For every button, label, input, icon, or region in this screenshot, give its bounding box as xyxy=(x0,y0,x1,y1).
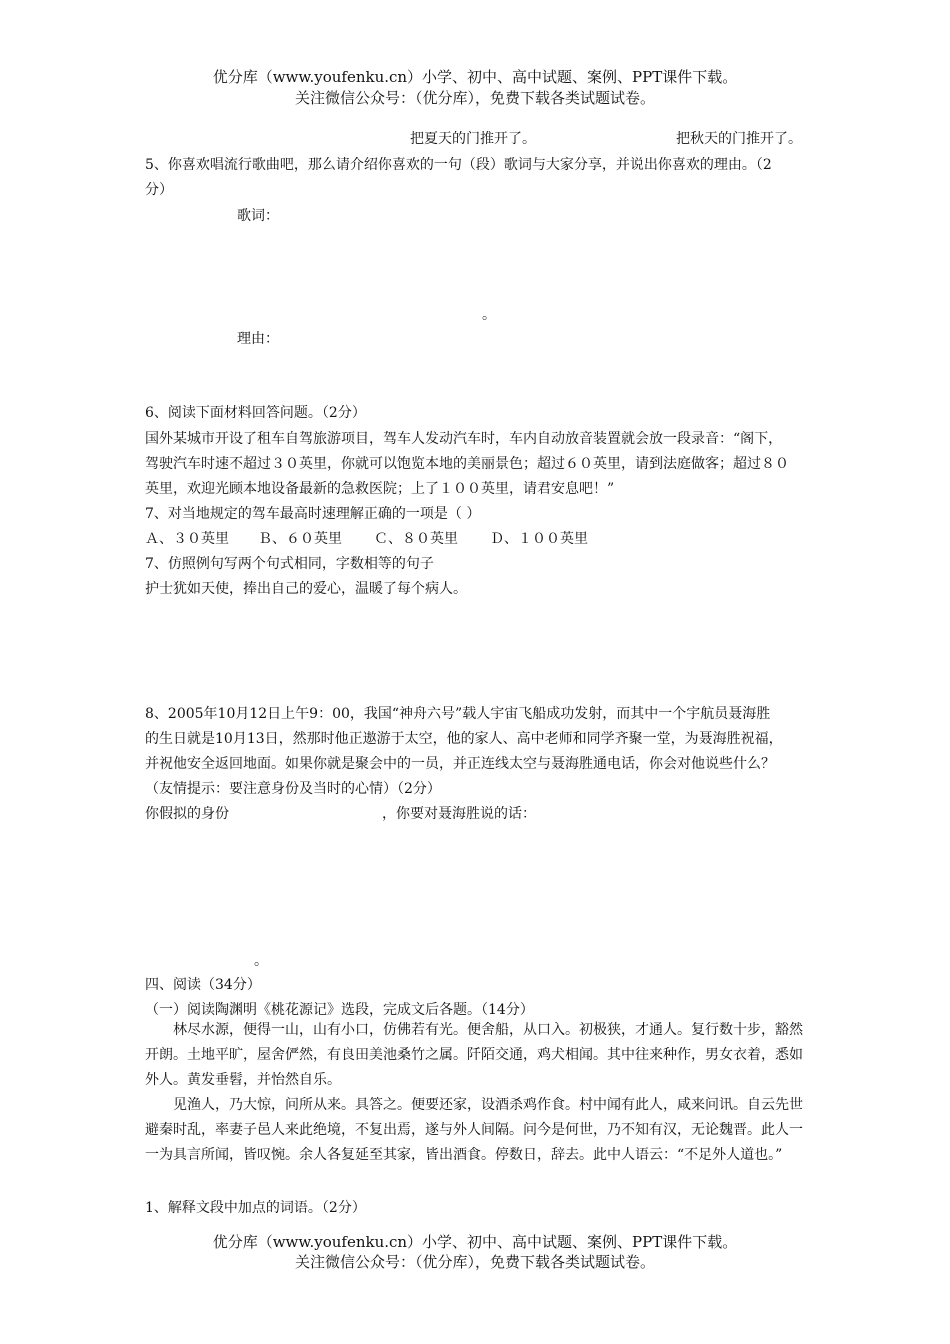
q5-reason-label: 理由： xyxy=(237,331,279,347)
q7-option-d: Ｄ、１００英里 xyxy=(490,531,588,547)
q6-passage-line-3: 英里，欢迎光顾本地设备最新的急救医院；上了１００英里，请君安息吧！” xyxy=(145,481,615,497)
q7b-title: 7、仿照例句写两个句式相同，字数相等的句子 xyxy=(145,556,434,572)
q7-question: 7、对当地规定的驾车最高时速理解正确的一项是（ ） xyxy=(145,506,481,522)
q8-say-label: ，你要对聂海胜说的话： xyxy=(382,806,536,822)
section4-q1: 1、解释文段中加点的词语。（2分） xyxy=(145,1200,366,1216)
q7-option-b: Ｂ、６０英里 xyxy=(258,531,342,547)
q8-line-2: 的生日就是10月13日，然那时他正遨游于太空，他的家人、高中老师和同学齐聚一堂，为聂海胜祝福， xyxy=(145,731,783,747)
section4-subtitle: （一）阅读陶渊明《桃花源记》选段，完成文后各题。（14分） xyxy=(145,1002,534,1018)
q8-period: 。 xyxy=(254,953,268,969)
q7-option-a: Ａ、３０英里 xyxy=(145,531,229,547)
q6-title: 6、阅读下面材料回答问题。（2分） xyxy=(145,405,366,421)
passage-paragraph-1-text: 林尽水源，便得一山，山有小口，仿佛若有光。便舍船，从口入。初极狭，才通人。复行数十步，豁然开朗。土地平旷，屋舍俨然，有良田美池桑竹之属。阡陌交通，鸡犬相闻。其中往来种作，男女衣着，悉如外人。黄发垂髫，并怡然自乐。 xyxy=(145,1022,803,1088)
q5-line-2: 分） xyxy=(145,182,173,198)
top-phrase-autumn: 把秋天的门推开了。 xyxy=(676,131,802,147)
q8-line-1: 8、2005年10月12日上午9：00，我国“神舟六号”载人宇宙飞船成功发射，而其中一个宇航员聂海胜 xyxy=(145,706,771,722)
passage-paragraph-1 xyxy=(145,1018,805,1093)
header-line-2: 关注微信公众号：（优分库），免费下载各类试题试卷。 xyxy=(294,89,655,107)
q7b-example: 护士犹如天使，捧出自己的爱心，温暖了每个病人。 xyxy=(145,581,467,597)
q5-period: 。 xyxy=(482,307,496,323)
q5-line-1: 5、你喜欢唱流行歌曲吧，那么请介绍你喜欢的一句（段）歌词与大家分享，并说出你喜欢的理由。（2 xyxy=(145,157,772,173)
footer-line-2: 关注微信公众号：（优分库），免费下载各类试题试卷。 xyxy=(294,1253,655,1271)
q8-identity-label: 你假拟的身份 xyxy=(145,806,229,822)
header-line-1: 优分库（www.youfenku.cn）小学、初中、高中试题、案例、PPT课件下载。 xyxy=(212,68,738,86)
footer-line-1: 优分库（www.youfenku.cn）小学、初中、高中试题、案例、PPT课件下载。 xyxy=(212,1233,738,1251)
section4-title: 四、阅读（34分） xyxy=(145,977,261,993)
q6-passage-line-1: 国外某城市开设了租车自驾旅游项目，驾车人发动汽车时，车内自动放音装置就会放一段录音：“阁下， xyxy=(145,431,783,447)
q6-passage-line-2: 驾驶汽车时速不超过３０英里，你就可以饱览本地的美丽景色；超过６０英里，请到法庭做客；超过８０ xyxy=(145,456,789,472)
q8-line-4: （友情提示：要注意身份及当时的心情）（2分） xyxy=(145,781,441,797)
passage-paragraph-2 xyxy=(145,1093,805,1168)
q5-lyrics-label: 歌词： xyxy=(237,208,279,224)
q8-line-3: 并祝他安全返回地面。如果你就是聚会中的一员，并正连线太空与聂海胜通电话，你会对他说些什么？ xyxy=(145,756,775,772)
q7-option-c: Ｃ、８０英里 xyxy=(374,531,458,547)
passage-paragraph-2-text: 见渔人，乃大惊，问所从来。具答之。便要还家，设酒杀鸡作食。村中闻有此人，咸来问讯。自云先世避秦时乱，率妻子邑人来此绝境，不复出焉，遂与外人间隔。问今是何世，乃不知有汉，无论魏晋。此人一一为具言所闻，皆叹惋。余人各复延至其家，皆出酒食。停数日，辞去。此中人语云：“不足外人道也。” xyxy=(145,1097,803,1163)
top-phrase-summer: 把夏天的门推开了。 xyxy=(410,131,536,147)
